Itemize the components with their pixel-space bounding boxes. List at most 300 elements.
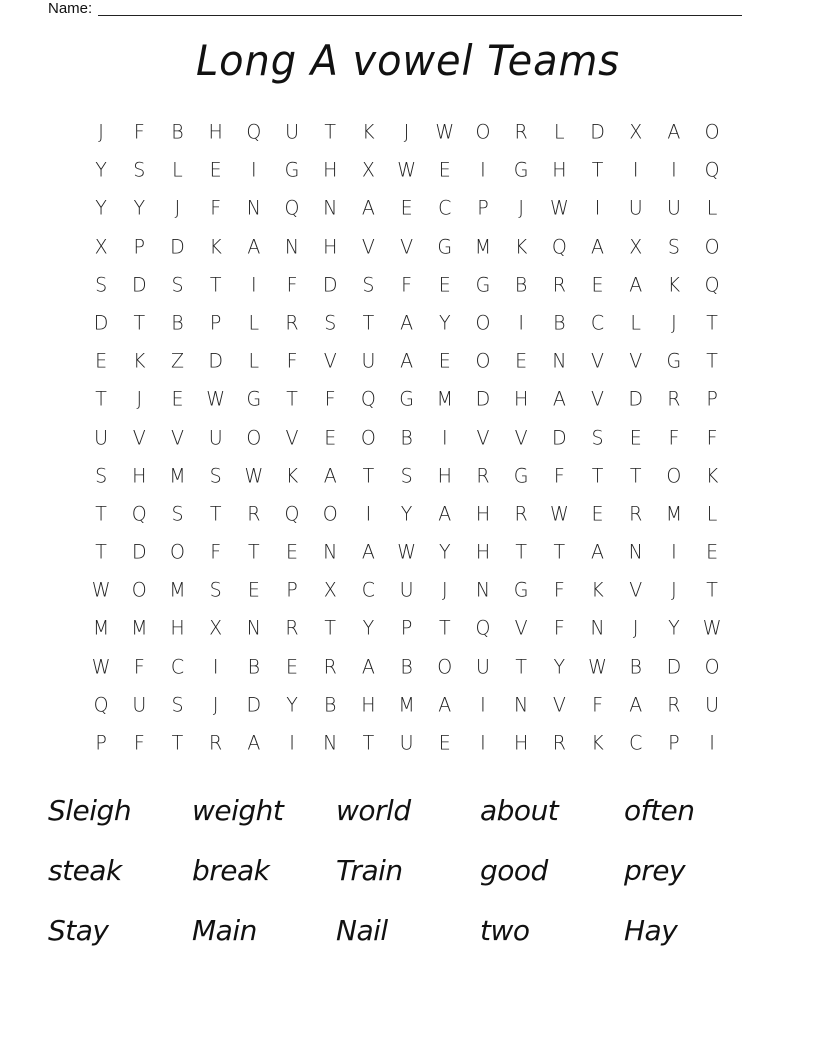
grid-letter: K bbox=[133, 349, 146, 373]
grid-letter: X bbox=[94, 235, 108, 259]
grid-letter: C bbox=[361, 578, 376, 602]
grid-letter: K bbox=[705, 464, 719, 488]
grid-letter: V bbox=[323, 349, 337, 373]
grid-letter: F bbox=[286, 349, 298, 373]
grid-letter: F bbox=[553, 464, 565, 488]
grid-letter: W bbox=[397, 158, 416, 182]
grid-letter: T bbox=[515, 655, 527, 679]
grid-letter: Y bbox=[400, 502, 413, 526]
grid-letter: Y bbox=[438, 540, 451, 564]
grid-letter: B bbox=[400, 655, 413, 679]
grid-letter: V bbox=[285, 426, 299, 450]
grid-letter: I bbox=[671, 158, 677, 182]
grid-letter: N bbox=[323, 731, 338, 755]
word-list-item: steak bbox=[48, 853, 122, 887]
grid-letter: N bbox=[284, 235, 300, 259]
grid-letter: T bbox=[362, 464, 375, 488]
grid-letter: E bbox=[324, 426, 337, 450]
grid-letter: Y bbox=[438, 311, 451, 335]
word-list-item: Hay bbox=[624, 913, 678, 947]
grid-letter: A bbox=[591, 540, 605, 564]
grid-letter: H bbox=[323, 235, 338, 259]
grid-letter: Q bbox=[704, 273, 720, 297]
grid-letter: Q bbox=[284, 196, 300, 221]
grid-letter: X bbox=[629, 120, 643, 144]
grid-letter: W bbox=[91, 655, 111, 679]
grid-letter: X bbox=[361, 158, 375, 182]
grid-letter: B bbox=[323, 693, 337, 717]
grid-letter: A bbox=[629, 273, 643, 297]
grid-letter: B bbox=[400, 426, 413, 450]
grid-letter: O bbox=[475, 120, 491, 144]
grid-letter: V bbox=[476, 426, 490, 450]
grid-letter: G bbox=[475, 273, 491, 297]
grid-letter: W bbox=[435, 120, 455, 144]
grid-letter: K bbox=[591, 578, 604, 602]
grid-letter: T bbox=[438, 616, 451, 641]
grid-letter: V bbox=[552, 693, 566, 717]
grid-letter: E bbox=[95, 349, 108, 373]
grid-letter: O bbox=[169, 540, 185, 564]
grid-letter: M bbox=[665, 502, 683, 526]
grid-letter: U bbox=[361, 349, 376, 373]
grid-letter: T bbox=[362, 731, 375, 755]
grid-letter: A bbox=[400, 349, 414, 373]
grid-letter: O bbox=[704, 235, 720, 259]
grid-letter: K bbox=[514, 235, 528, 259]
grid-letter: O bbox=[704, 120, 720, 144]
grid-letter: U bbox=[476, 655, 490, 679]
grid-letter: M bbox=[131, 616, 148, 641]
grid-letter: C bbox=[170, 655, 185, 679]
grid-letter: H bbox=[437, 464, 452, 488]
grid-letter: R bbox=[209, 731, 223, 755]
word-list-item: Sleigh bbox=[48, 793, 132, 827]
grid-letter: G bbox=[437, 235, 453, 259]
grid-letter: N bbox=[246, 616, 261, 641]
grid-letter: P bbox=[477, 196, 489, 221]
grid-letter: N bbox=[475, 578, 491, 602]
grid-letter: F bbox=[210, 540, 222, 564]
grid-letter: S bbox=[362, 273, 375, 297]
grid-letter: L bbox=[706, 502, 718, 526]
grid-letter: A bbox=[667, 120, 681, 144]
grid-letter: E bbox=[591, 502, 604, 526]
grid-letter: Q bbox=[704, 158, 720, 182]
grid-letter: A bbox=[552, 387, 566, 411]
grid-letter: M bbox=[169, 578, 186, 602]
grid-letter: S bbox=[133, 158, 146, 182]
grid-letter: I bbox=[480, 693, 486, 717]
grid-letter: I bbox=[441, 426, 448, 450]
grid-letter: H bbox=[132, 464, 147, 488]
grid-letter: D bbox=[208, 349, 223, 373]
grid-letter: R bbox=[667, 387, 681, 411]
grid-letter: A bbox=[361, 540, 375, 564]
grid-letter: A bbox=[591, 235, 605, 259]
word-list-item: weight bbox=[192, 793, 284, 827]
grid-letter: R bbox=[667, 693, 681, 717]
grid-letter: W bbox=[549, 502, 569, 526]
grid-letter: H bbox=[552, 158, 567, 182]
word-list-item: Main bbox=[192, 913, 257, 947]
grid-letter: N bbox=[590, 616, 605, 641]
grid-letter: L bbox=[554, 120, 565, 144]
grid-letter: F bbox=[553, 578, 565, 602]
grid-letter: V bbox=[629, 349, 643, 373]
grid-letter: V bbox=[132, 426, 146, 450]
grid-letter: V bbox=[629, 578, 643, 602]
word-list bbox=[48, 780, 768, 960]
grid-letter: I bbox=[251, 273, 257, 297]
grid-letter: Y bbox=[286, 693, 298, 717]
grid-letter: Q bbox=[284, 502, 300, 526]
grid-letter: D bbox=[170, 235, 185, 259]
grid-letter: L bbox=[172, 158, 183, 182]
grid-letter: S bbox=[400, 464, 413, 488]
grid-letter: V bbox=[170, 426, 184, 450]
grid-letter: G bbox=[284, 158, 300, 182]
grid-letter: A bbox=[247, 235, 261, 259]
word-list-item: about bbox=[480, 793, 559, 827]
grid-letter: A bbox=[247, 731, 261, 755]
grid-letter: Z bbox=[170, 349, 184, 373]
word-list-item: two bbox=[480, 913, 530, 947]
grid-letter: E bbox=[209, 158, 222, 182]
grid-letter: D bbox=[131, 540, 147, 564]
word-list-item: good bbox=[480, 853, 548, 887]
grid-letter: F bbox=[706, 426, 718, 450]
grid-letter: K bbox=[591, 731, 604, 755]
grid-letter: S bbox=[324, 311, 337, 335]
grid-letter: X bbox=[323, 578, 337, 602]
grid-letter: I bbox=[480, 158, 486, 182]
grid-letter: E bbox=[706, 540, 719, 564]
grid-letter: E bbox=[438, 349, 451, 373]
grid-letter: A bbox=[629, 693, 643, 717]
grid-letter: H bbox=[361, 693, 376, 717]
grid-letter: Q bbox=[475, 616, 491, 641]
name-label: Name: bbox=[48, 0, 93, 17]
grid-letter: W bbox=[702, 616, 722, 641]
grid-letter: L bbox=[248, 311, 260, 335]
grid-letter: U bbox=[208, 426, 223, 450]
grid-letter: L bbox=[706, 196, 718, 221]
grid-letter: S bbox=[171, 273, 184, 297]
grid-letter: J bbox=[441, 578, 448, 602]
grid-letter: T bbox=[286, 387, 298, 411]
grid-letter: N bbox=[323, 540, 338, 564]
grid-letter: C bbox=[590, 311, 605, 335]
grid-letter: S bbox=[95, 464, 108, 488]
grid-letter: D bbox=[131, 273, 147, 297]
grid-letter: Q bbox=[131, 502, 147, 526]
grid-letter: U bbox=[132, 693, 147, 717]
grid-letter: U bbox=[399, 578, 414, 602]
grid-letter: U bbox=[705, 693, 720, 717]
word-list-item: Nail bbox=[336, 913, 388, 947]
grid-letter: P bbox=[209, 311, 222, 335]
grid-letter: G bbox=[513, 578, 529, 602]
grid-letter: B bbox=[171, 120, 184, 144]
grid-letter: H bbox=[475, 540, 491, 564]
grid-letter: T bbox=[95, 502, 107, 526]
grid-letter: O bbox=[437, 655, 453, 679]
grid-letter: M bbox=[474, 235, 492, 259]
grid-letter: F bbox=[133, 731, 145, 755]
grid-letter: Q bbox=[93, 693, 109, 717]
grid-letter: Q bbox=[246, 120, 262, 144]
grid-letter: T bbox=[706, 349, 718, 373]
grid-letter: T bbox=[248, 540, 260, 564]
grid-letter: S bbox=[171, 502, 184, 526]
grid-letter: S bbox=[209, 464, 222, 488]
grid-letter: F bbox=[133, 120, 145, 144]
grid-letter: J bbox=[174, 196, 181, 221]
grid-letter: C bbox=[629, 731, 643, 755]
grid-letter: G bbox=[666, 349, 682, 373]
grid-letter: I bbox=[289, 731, 295, 755]
grid-letter: T bbox=[209, 502, 222, 526]
grid-letter: C bbox=[438, 196, 452, 221]
grid-letter: R bbox=[514, 502, 528, 526]
word-list-item: world bbox=[336, 793, 411, 827]
name-field-row bbox=[48, 0, 742, 18]
grid-letter: P bbox=[95, 731, 107, 755]
grid-letter: P bbox=[400, 616, 413, 641]
grid-letter: I bbox=[594, 196, 601, 221]
grid-letter: Y bbox=[133, 196, 146, 221]
grid-letter: Y bbox=[668, 616, 680, 641]
grid-letter: F bbox=[324, 387, 336, 411]
grid-letter: B bbox=[629, 655, 642, 679]
grid-letter: O bbox=[360, 426, 376, 450]
grid-letter: E bbox=[400, 196, 413, 221]
word-list-item: Train bbox=[336, 853, 403, 887]
grid-letter: R bbox=[476, 464, 490, 488]
grid-letter: W bbox=[549, 196, 569, 221]
grid-letter: Y bbox=[553, 655, 566, 679]
grid-letter: T bbox=[95, 387, 107, 411]
grid-letter: B bbox=[553, 311, 566, 335]
grid-letter: V bbox=[514, 616, 528, 641]
grid-letter: J bbox=[518, 196, 524, 221]
grid-letter: P bbox=[706, 387, 718, 411]
grid-letter: E bbox=[286, 655, 299, 679]
grid-letter: U bbox=[628, 196, 643, 221]
grid-letter: H bbox=[170, 616, 185, 641]
grid-letter: T bbox=[324, 120, 337, 144]
grid-letter: T bbox=[209, 273, 222, 297]
grid-letter: U bbox=[94, 426, 109, 450]
grid-letter: B bbox=[171, 311, 184, 335]
grid-letter: T bbox=[629, 464, 642, 488]
grid-letter: F bbox=[401, 273, 413, 297]
grid-letter: T bbox=[171, 731, 184, 755]
grid-letter: O bbox=[704, 655, 720, 679]
grid-letter: X bbox=[209, 616, 223, 641]
grid-letter: D bbox=[590, 120, 605, 144]
grid-letter: Y bbox=[95, 158, 107, 182]
grid-letter: R bbox=[285, 616, 299, 641]
grid-letter: D bbox=[666, 655, 682, 679]
grid-letter: Y bbox=[362, 616, 375, 641]
grid-letter: B bbox=[247, 655, 261, 679]
grid-letter: H bbox=[514, 731, 529, 755]
grid-letter: F bbox=[668, 426, 680, 450]
grid-letter: I bbox=[671, 540, 677, 564]
grid-letter: M bbox=[92, 616, 110, 641]
grid-letter: E bbox=[629, 426, 642, 450]
name-blank-line bbox=[98, 1, 742, 16]
grid-letter: T bbox=[515, 540, 527, 564]
grid-letter: S bbox=[667, 235, 680, 259]
grid-letter: U bbox=[666, 196, 681, 221]
grid-letter: N bbox=[552, 349, 567, 373]
grid-letter: R bbox=[514, 120, 528, 144]
grid-letter: Q bbox=[360, 387, 376, 411]
grid-letter: E bbox=[286, 540, 299, 564]
grid-letter: M bbox=[398, 693, 415, 717]
grid-letter: H bbox=[208, 120, 223, 144]
grid-letter: G bbox=[513, 464, 529, 488]
grid-letter: A bbox=[361, 655, 375, 679]
word-list-item: prey bbox=[624, 853, 686, 887]
grid-letter: M bbox=[169, 464, 186, 488]
grid-letter: K bbox=[209, 235, 222, 259]
grid-letter: H bbox=[475, 502, 491, 526]
grid-letter: E bbox=[171, 387, 184, 411]
grid-letter: T bbox=[133, 311, 146, 335]
grid-letter: O bbox=[666, 464, 682, 488]
grid-letter: B bbox=[514, 273, 528, 297]
grid-letter: F bbox=[592, 693, 603, 717]
grid-letter: P bbox=[668, 731, 680, 755]
grid-letter: U bbox=[399, 731, 414, 755]
grid-letter: S bbox=[591, 426, 604, 450]
grid-letter: E bbox=[438, 273, 451, 297]
grid-letter: F bbox=[286, 273, 298, 297]
word-list-item: Stay bbox=[48, 913, 109, 947]
grid-letter: M bbox=[436, 387, 453, 411]
grid-letter: T bbox=[95, 540, 107, 564]
grid-letter: I bbox=[365, 502, 372, 526]
grid-letter: J bbox=[403, 120, 410, 144]
grid-letter: F bbox=[210, 196, 222, 221]
grid-letter: A bbox=[361, 196, 375, 221]
grid-letter: L bbox=[248, 349, 260, 373]
grid-letter: T bbox=[706, 311, 718, 335]
grid-letter: E bbox=[438, 158, 451, 182]
grid-letter: O bbox=[475, 349, 491, 373]
grid-letter: I bbox=[632, 158, 639, 182]
grid-letter: D bbox=[322, 273, 338, 297]
grid-letter: R bbox=[323, 655, 337, 679]
grid-letter: D bbox=[628, 387, 644, 411]
grid-letter: I bbox=[709, 731, 715, 755]
grid-letter: L bbox=[630, 311, 642, 335]
grid-letter: R bbox=[285, 311, 299, 335]
grid-letter: S bbox=[171, 693, 184, 717]
grid-letter: D bbox=[475, 387, 491, 411]
grid-letter: N bbox=[628, 540, 643, 564]
grid-letter: J bbox=[671, 578, 677, 602]
grid-letter: T bbox=[591, 158, 604, 182]
grid-letter: W bbox=[244, 464, 264, 488]
grid-letter: A bbox=[438, 502, 452, 526]
grid-letter: X bbox=[629, 235, 643, 259]
grid-letter: T bbox=[591, 464, 604, 488]
grid-letter: T bbox=[324, 616, 337, 641]
grid-letter: G bbox=[513, 158, 529, 182]
grid-letter: W bbox=[91, 578, 111, 602]
grid-letter: Y bbox=[95, 196, 107, 221]
grid-letter: E bbox=[591, 273, 604, 297]
grid-letter: G bbox=[246, 387, 262, 411]
grid-letter: A bbox=[323, 464, 337, 488]
grid-letter: U bbox=[285, 120, 299, 144]
grid-letter: F bbox=[553, 616, 565, 641]
grid-letter: K bbox=[362, 120, 375, 144]
grid-letter: O bbox=[475, 311, 491, 335]
grid-letter: J bbox=[671, 311, 677, 335]
grid-letter: P bbox=[133, 235, 146, 259]
grid-letter: F bbox=[133, 655, 145, 679]
grid-letter: J bbox=[632, 616, 639, 641]
grid-letter: Q bbox=[551, 235, 567, 259]
grid-letter: J bbox=[98, 120, 104, 144]
grid-letter: R bbox=[552, 273, 566, 297]
letter-grid bbox=[82, 113, 731, 762]
grid-letter: N bbox=[514, 693, 529, 717]
grid-letter: D bbox=[246, 693, 262, 717]
grid-letter: O bbox=[322, 502, 338, 526]
grid-letter: J bbox=[212, 693, 219, 717]
grid-letter: P bbox=[286, 578, 298, 602]
grid-letter: R bbox=[552, 731, 566, 755]
grid-letter: V bbox=[514, 426, 528, 450]
grid-letter: K bbox=[285, 464, 299, 488]
grid-letter: E bbox=[515, 349, 528, 373]
grid-letter: O bbox=[246, 426, 262, 450]
grid-letter: W bbox=[588, 655, 607, 679]
grid-letter: I bbox=[518, 311, 524, 335]
grid-letter: T bbox=[362, 311, 375, 335]
grid-letter: H bbox=[323, 158, 338, 182]
grid-letter: I bbox=[212, 655, 219, 679]
grid-letter: I bbox=[251, 158, 257, 182]
grid-letter: W bbox=[206, 387, 226, 411]
grid-letter: H bbox=[514, 387, 529, 411]
page-title: Long A vowel Teams bbox=[195, 36, 621, 85]
grid-letter: E bbox=[247, 578, 260, 602]
word-list-item: break bbox=[192, 853, 270, 887]
grid-letter: N bbox=[323, 196, 338, 221]
grid-letter: T bbox=[706, 578, 718, 602]
grid-letter: K bbox=[667, 273, 681, 297]
grid-letter: T bbox=[553, 540, 566, 564]
grid-letter: W bbox=[397, 540, 416, 564]
grid-letter: V bbox=[591, 387, 605, 411]
grid-letter: S bbox=[209, 578, 222, 602]
grid-letter: S bbox=[95, 273, 108, 297]
grid-letter: A bbox=[400, 311, 414, 335]
grid-letter: R bbox=[247, 502, 261, 526]
grid-letter: G bbox=[399, 387, 414, 411]
grid-letter: J bbox=[136, 387, 143, 411]
grid-letter: D bbox=[93, 311, 109, 335]
word-list-item: often bbox=[624, 793, 695, 827]
